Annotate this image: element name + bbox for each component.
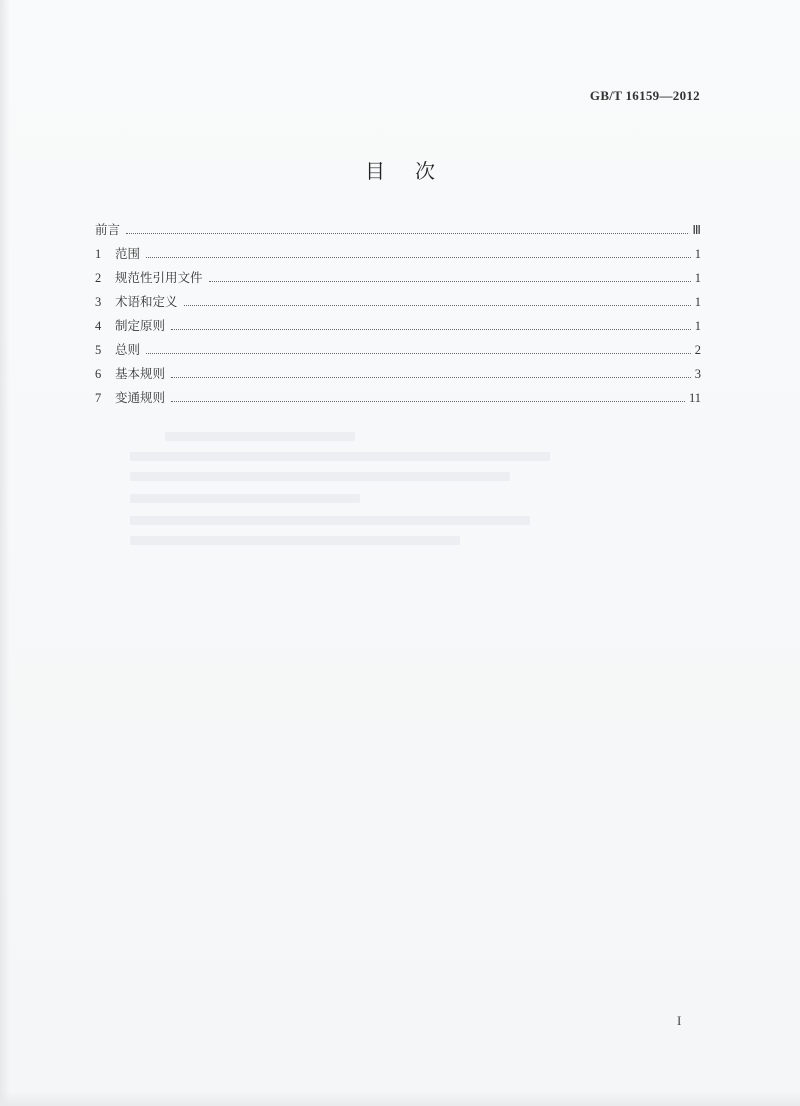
toc-label: 变通规则 <box>115 390 166 405</box>
toc-leader-dots <box>171 400 685 402</box>
toc-label: 总则 <box>115 342 141 357</box>
toc-leader-dots <box>184 304 691 306</box>
toc-page-number: Ⅲ <box>692 223 701 237</box>
bleed-through-mark <box>130 472 510 481</box>
toc-entry-6[interactable] <box>95 364 701 388</box>
toc-section-number: 4 <box>95 319 102 333</box>
toc-leader-dots <box>171 376 691 378</box>
bleed-through-mark <box>130 494 360 503</box>
toc-label: 规范性引用文件 <box>115 270 203 285</box>
toc-section-number: 7 <box>95 391 102 405</box>
toc-label: 术语和定义 <box>115 294 178 309</box>
toc-entry-preface[interactable] <box>95 220 701 244</box>
toc-entry-1[interactable] <box>95 244 701 268</box>
toc-section-number: 3 <box>95 295 102 309</box>
toc-entry-3[interactable] <box>95 292 701 316</box>
bleed-through-mark <box>130 452 550 461</box>
standard-number: GB/T 16159—2012 <box>589 88 700 103</box>
toc-page-number: 1 <box>694 271 701 285</box>
toc-leader-dots <box>126 232 688 234</box>
toc-leader-dots <box>209 280 691 282</box>
scan-bottom-edge <box>0 1092 800 1106</box>
toc-entry-2[interactable] <box>95 268 701 292</box>
table-of-contents <box>95 220 701 412</box>
toc-page-number: 11 <box>688 391 701 405</box>
toc-page-number: 3 <box>694 367 701 381</box>
toc-label: 前言 <box>95 222 121 237</box>
toc-leader-dots <box>146 256 691 258</box>
bleed-through-mark <box>130 536 460 545</box>
bleed-through-mark <box>165 432 355 441</box>
toc-page-number: 1 <box>694 247 701 261</box>
page-title: 目次 <box>365 159 465 183</box>
page-number: I <box>677 1013 682 1028</box>
toc-section-number: 2 <box>95 271 102 285</box>
toc-entry-4[interactable] <box>95 316 701 340</box>
toc-page-number: 1 <box>694 295 701 309</box>
toc-label: 制定原则 <box>115 318 166 333</box>
toc-section-number: 5 <box>95 343 102 357</box>
toc-entry-7[interactable] <box>95 388 701 412</box>
bleed-through-mark <box>130 516 530 525</box>
toc-section-number: 6 <box>95 367 102 381</box>
toc-label: 范围 <box>115 246 141 261</box>
toc-entry-5[interactable] <box>95 340 701 364</box>
toc-page-number: 1 <box>694 319 701 333</box>
toc-label: 基本规则 <box>115 366 166 381</box>
toc-page-number: 2 <box>694 343 701 357</box>
toc-leader-dots <box>146 352 691 354</box>
toc-leader-dots <box>171 328 691 330</box>
toc-section-number: 1 <box>95 247 102 261</box>
